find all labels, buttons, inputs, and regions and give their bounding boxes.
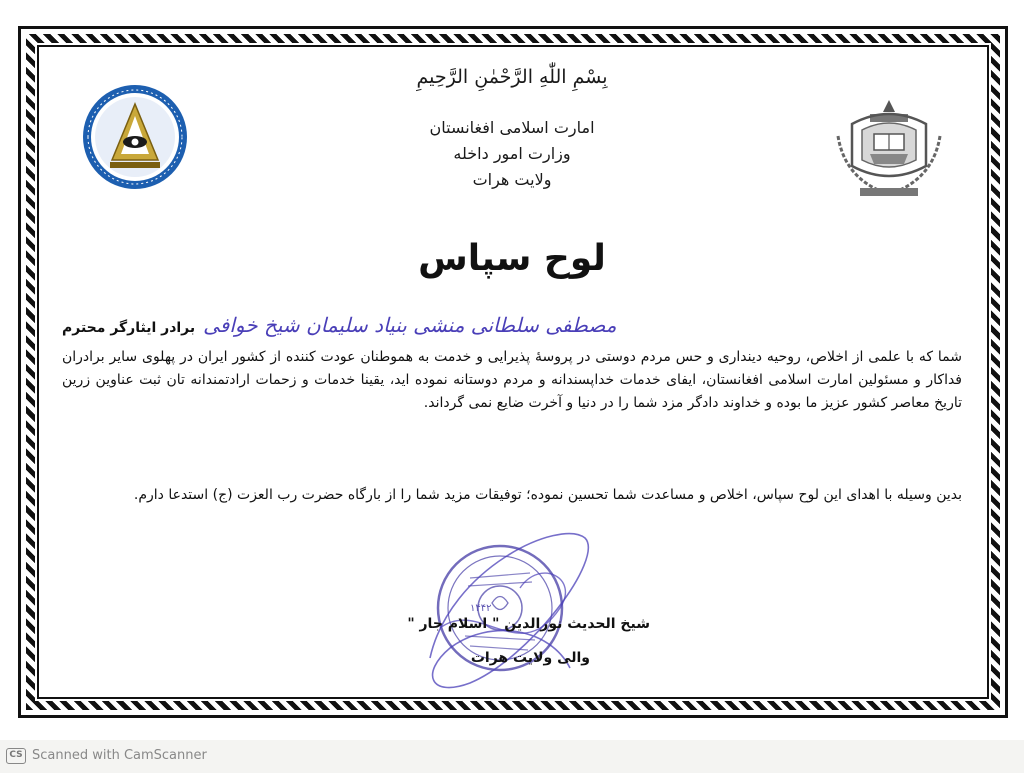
islamic-emirate-emblem xyxy=(830,94,948,202)
recipient-line xyxy=(62,313,962,337)
scanner-watermark: Scanned with CamScanner xyxy=(32,748,207,763)
body-paragraph-2: بدین وسیله با اهدای این لوح سپاس، اخلاص و مساعدت شما تحسین نموده؛ توفیقات مزید شما را از بارگاه حضرت رب العزت (ج) استدعا دارم. xyxy=(133,487,962,503)
scanner-footer xyxy=(0,740,1024,773)
signatory-name: شیخ الحدیث نورالدین " اسلام جار " xyxy=(407,616,650,632)
header-ministry: وزارت امور داخله xyxy=(453,144,571,163)
recipient-label: برادر ایثارگر محترم xyxy=(62,320,196,336)
signatory-title: والی ولایت هرات xyxy=(470,650,590,666)
official-stamp xyxy=(410,508,610,708)
header-province: ولایت هرات xyxy=(472,170,552,189)
basmala: بِسْمِ اللّٰهِ الرَّحْمٰنِ الرَّحِيمِ xyxy=(416,66,608,88)
recipient-name-handwritten: مصطفی سلطانی منشی بنیاد سلیمان شیخ خوافی xyxy=(203,313,617,337)
camscanner-icon: CS xyxy=(6,748,26,764)
body-paragraph-1: شما که با علمی از اخلاص، روحیه دینداری و حس مردم دوستی در پروسهٔ پذیرایی و خدمت به هموطنان عودت کننده از کشور ایران در پهلوی سایر برادران فداکار و مسئولین امارت اسلامی افغانستان، ایفای خدمات خداپسندانه و مردم دوستانه نموده اید، یقینا خدمات و زحمات ارادتمندانه تان ثبت عناوین زرین تاریخ معاصر کشور عزیز ما بوده و خداوند دادگر مزد شما را در دنیا و آخرت ضایع نمی گرداند. xyxy=(62,349,962,411)
certificate-title: لوح سپاس xyxy=(418,238,606,279)
header-emirate: امارت اسلامی افغانستان xyxy=(429,118,595,137)
ministry-interior-logo xyxy=(80,82,190,192)
stamp-year: ۱۴۴۲ xyxy=(470,603,492,614)
